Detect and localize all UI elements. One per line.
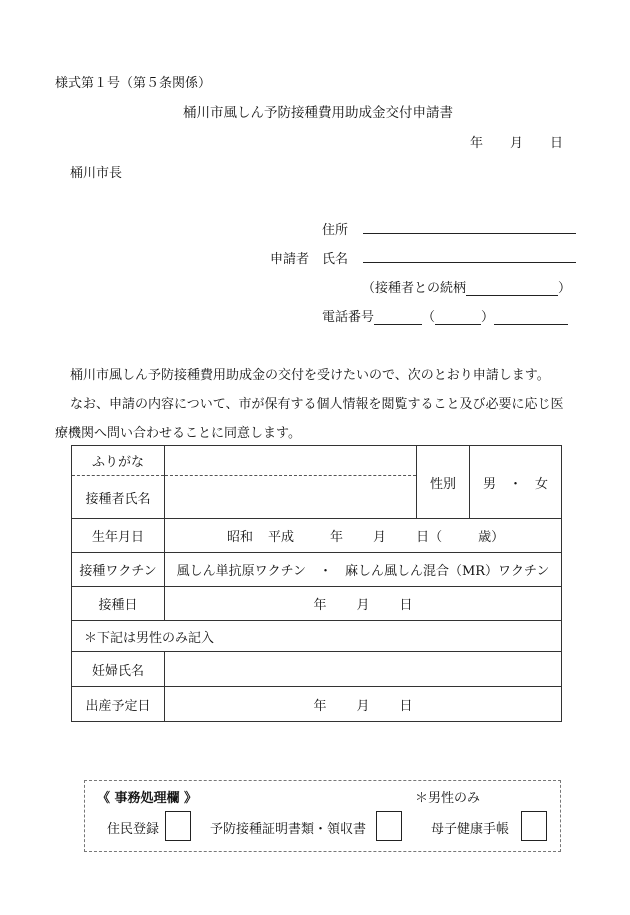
address-field[interactable] — [363, 233, 576, 234]
phone-area-code-field[interactable] — [374, 310, 422, 325]
furigana-field[interactable] — [165, 446, 417, 476]
vaccination-year-label: 年 — [313, 598, 327, 613]
certificate-receipt-checkbox[interactable] — [376, 811, 402, 841]
resident-registration-checkbox[interactable] — [165, 811, 191, 841]
sex-options[interactable]: 男 ・ 女 — [470, 446, 562, 519]
birth-year-label: 年 — [330, 530, 344, 545]
certificate-receipt-label: 予防接種証明書類・領収書 — [210, 822, 367, 837]
due-year-label: 年 — [313, 698, 327, 714]
date-day-label: 日 — [550, 136, 564, 151]
male-only-label: ＊男性のみ — [415, 791, 481, 806]
phone-paren-open: （ — [422, 310, 436, 325]
vaccination-day-label: 日 — [399, 598, 413, 613]
phone-paren-close: ） — [481, 310, 495, 325]
relation-field[interactable] — [466, 281, 558, 296]
phone-number-field[interactable] — [494, 310, 568, 325]
form-number: 様式第１号（第５条関係） — [55, 76, 212, 91]
document-title: 桶川市風しん予防接種費用助成金交付申請書 — [183, 105, 453, 121]
relation-label: （接種者との続柄 — [362, 281, 467, 296]
male-only-note: ＊下記は男性のみ記入 — [72, 621, 562, 652]
vaccination-month-label: 月 — [356, 598, 370, 613]
pregnant-name-label: 妊婦氏名 — [72, 652, 165, 687]
date-year-label: 年 — [470, 136, 484, 151]
maternal-handbook-label: 母子健康手帳 — [431, 822, 510, 837]
recipient-name-label: 接種者氏名 — [72, 476, 165, 519]
due-date-field[interactable] — [165, 687, 562, 722]
phone-local-code-field[interactable] — [435, 310, 481, 325]
request-paragraph: 桶川市風しん予防接種費用助成金の交付を受けたいので、次のとおり申請します。 — [70, 368, 550, 383]
consent-paragraph-line2: 療機関へ問い合わせることに同意します。 — [55, 426, 301, 441]
sex-label: 性別 — [417, 446, 470, 519]
application-table — [71, 445, 562, 722]
birthdate-label: 生年月日 — [72, 519, 165, 553]
recipient-name-field[interactable] — [165, 476, 417, 519]
pregnant-name-field[interactable] — [165, 652, 562, 687]
date-month-label: 月 — [510, 136, 524, 151]
due-day-label: 日 — [399, 698, 413, 714]
relation-row — [362, 277, 571, 296]
name-label: 氏名 — [322, 252, 349, 267]
addressee: 桶川市長 — [70, 166, 123, 181]
era-showa[interactable]: 昭和 — [227, 530, 254, 545]
birthdate-field[interactable] — [165, 519, 562, 553]
applicant-label: 申請者 — [270, 252, 310, 267]
office-use-section — [84, 780, 561, 852]
furigana-label: ふりがな — [72, 446, 165, 476]
address-label: 住所 — [322, 223, 349, 238]
vaccination-date-label: 接種日 — [72, 587, 165, 621]
vaccine-label: 接種ワクチン — [72, 553, 165, 587]
consent-paragraph-line1: なお、申請の内容について、市が保有する個人情報を閲覧すること及び必要に応じ医 — [70, 397, 564, 412]
resident-registration-label: 住民登録 — [107, 822, 160, 837]
age-label: 歳） — [478, 530, 505, 545]
birth-month-label: 月 — [373, 530, 387, 545]
due-month-label: 月 — [356, 698, 370, 714]
phone-label: 電話番号 — [322, 310, 375, 325]
maternal-handbook-checkbox[interactable] — [521, 811, 547, 841]
phone-row — [322, 306, 568, 325]
vaccination-date-field[interactable] — [165, 587, 562, 621]
applicant-name-field[interactable] — [363, 262, 576, 263]
due-date-label: 出産予定日 — [72, 687, 165, 722]
relation-close: ） — [558, 281, 572, 296]
office-use-title: 《 事務処理欄 》 — [97, 791, 198, 806]
birth-day-label: 日（ — [416, 530, 443, 545]
vaccine-options[interactable]: 風しん単抗原ワクチン ・ 麻しん風しん混合（MR）ワクチン — [165, 553, 562, 587]
era-heisei[interactable]: 平成 — [268, 530, 295, 545]
